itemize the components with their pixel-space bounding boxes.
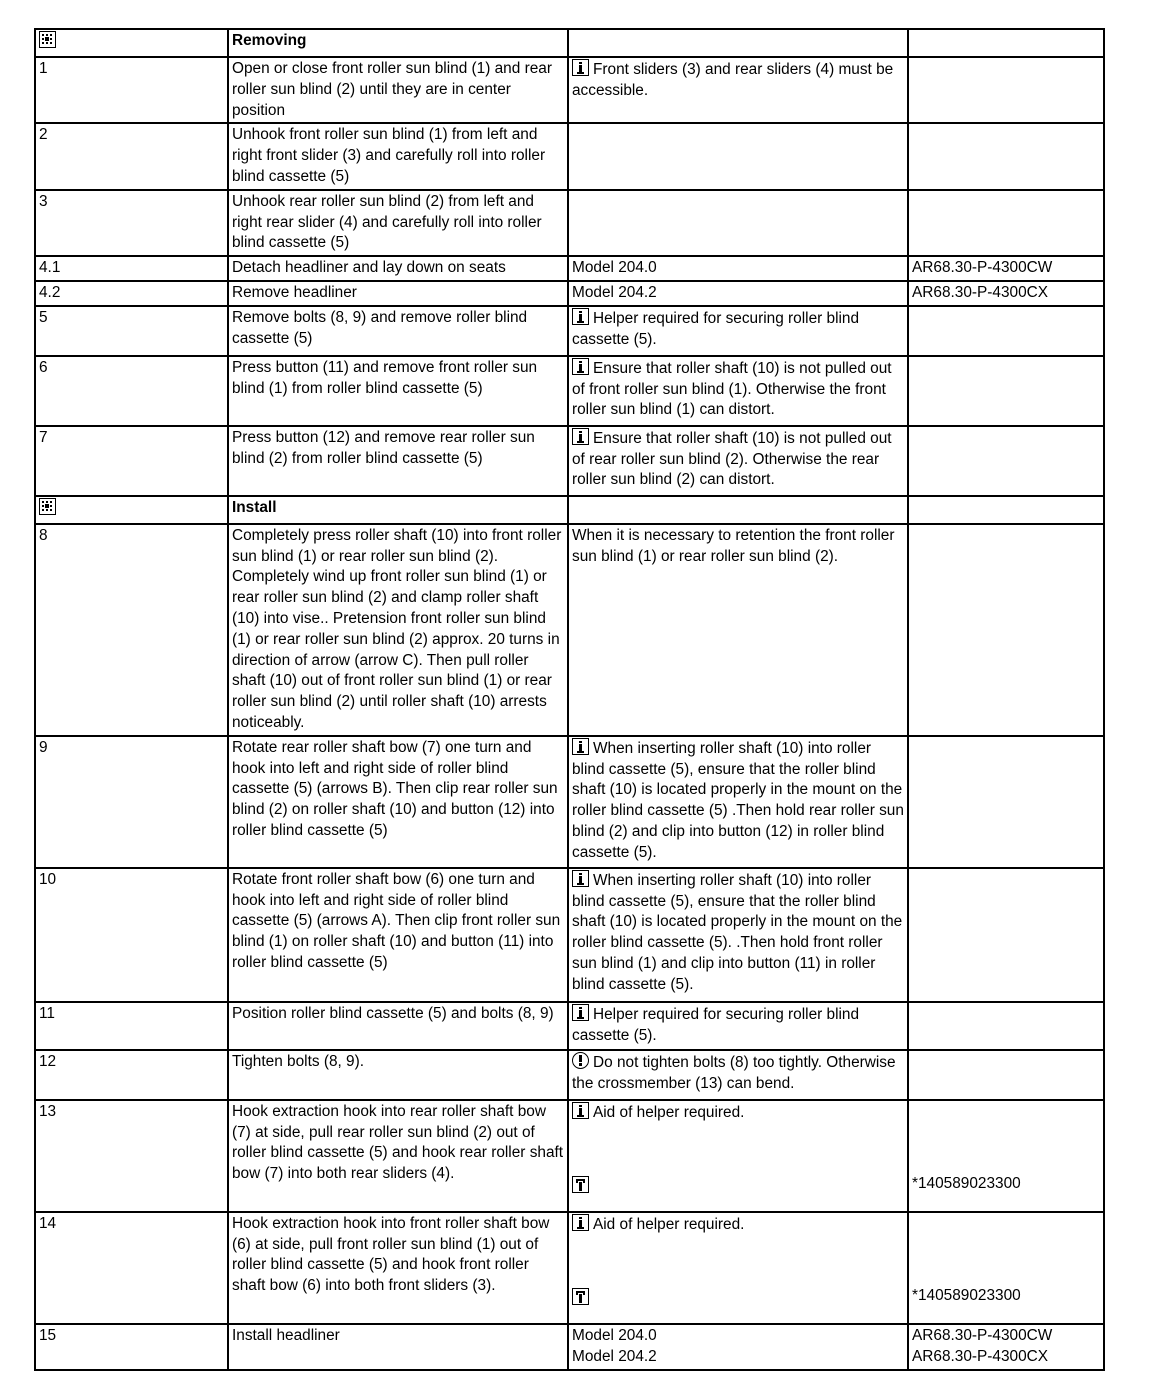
step-number: 3 xyxy=(35,190,228,256)
step-note: When it is necessary to retention the front roller sun blind (1) or rear roller sun blind (2). xyxy=(568,524,908,736)
step-note: Model 204.0 Model 204.2 xyxy=(568,1324,908,1370)
step-number: 1 xyxy=(35,57,228,123)
step-reference xyxy=(908,868,1104,1002)
step-reference xyxy=(908,306,1104,356)
table-row xyxy=(35,868,1104,1002)
info-icon xyxy=(572,428,589,445)
step-action: Unhook front roller sun blind (1) from left and right front slider (3) and carefully roll into roller blind cassette (5) xyxy=(228,123,568,189)
step-number: 9 xyxy=(35,736,228,868)
step-reference: AR68.30-P-4300CX xyxy=(908,281,1104,306)
step-note: Front sliders (3) and rear sliders (4) must be accessible. xyxy=(568,57,908,123)
step-action: Rotate rear roller shaft bow (7) one turn and hook into left and right side of roller blind cassette (5) (arrows B). Then clip rear roller sun blind (2) on roller shaft (10) and button (12) into roller blind cassette (5) xyxy=(228,736,568,868)
info-icon xyxy=(572,870,589,887)
step-number: 12 xyxy=(35,1050,228,1100)
step-action: Unhook rear roller sun blind (2) from left and right rear slider (4) and carefully roll into roller blind cassette (5) xyxy=(228,190,568,256)
section-header-install xyxy=(35,496,1104,524)
step-note: Aid of helper required. xyxy=(568,1212,908,1324)
step-note: Helper required for securing roller blind cassette (5). xyxy=(568,306,908,356)
step-reference xyxy=(908,190,1104,256)
step-action: Remove headliner xyxy=(228,281,568,306)
info-icon xyxy=(572,1214,589,1231)
step-reference xyxy=(908,123,1104,189)
section-title: Removing xyxy=(228,29,568,57)
special-tool-icon xyxy=(572,1288,589,1305)
table-row xyxy=(35,306,1104,356)
step-note: When inserting roller shaft (10) into roller blind cassette (5), ensure that the roller blind shaft (10) is located properly in the mount on the roller blind cassette (5) .Then hold rear roller sun blind (2) and clip into button (12) in roller blind cassette (5). xyxy=(568,736,908,868)
step-action: Tighten bolts (8, 9). xyxy=(228,1050,568,1100)
section-header-removing xyxy=(35,29,1104,57)
step-reference xyxy=(908,356,1104,426)
step-action: Hook extraction hook into front roller shaft bow (6) at side, pull front roller sun blind (1) out of roller blind cassette (5) and hook front roller shaft bow (6) into both front sliders (3). xyxy=(228,1212,568,1324)
step-reference xyxy=(908,1002,1104,1050)
step-reference: AR68.30-P-4300CW AR68.30-P-4300CX xyxy=(908,1324,1104,1370)
step-reference xyxy=(908,1050,1104,1100)
step-number: 6 xyxy=(35,356,228,426)
step-note xyxy=(568,190,908,256)
step-number: 4.1 xyxy=(35,256,228,281)
step-number: 8 xyxy=(35,524,228,736)
step-note: When inserting roller shaft (10) into roller blind cassette (5), ensure that the roller blind shaft (10) is located properly in the mount on the roller blind cassette (5). .Then hold front roller sun blind (1) and clip into button (11) in roller blind cassette (5). xyxy=(568,868,908,1002)
info-icon xyxy=(572,358,589,375)
step-number: 15 xyxy=(35,1324,228,1370)
step-number: 13 xyxy=(35,1100,228,1212)
table-row xyxy=(35,57,1104,123)
table-row xyxy=(35,256,1104,281)
step-action: Install headliner xyxy=(228,1324,568,1370)
step-action: Press button (12) and remove rear roller sun blind (2) from roller blind cassette (5) xyxy=(228,426,568,496)
step-number: 2 xyxy=(35,123,228,189)
section-icon-cell xyxy=(35,29,228,57)
table-row xyxy=(35,426,1104,496)
step-note: Aid of helper required. xyxy=(568,1100,908,1212)
info-icon xyxy=(572,738,589,755)
table-row xyxy=(35,356,1104,426)
step-action: Remove bolts (8, 9) and remove roller blind cassette (5) xyxy=(228,306,568,356)
section-title: Install xyxy=(228,496,568,524)
step-reference xyxy=(908,426,1104,496)
step-action: Rotate front roller shaft bow (6) one turn and hook into left and right side of roller blind cassette (5) (arrows A). Then clip front roller sun blind (1) on roller shaft (10) and button (11) into roller blind cassette (5) xyxy=(228,868,568,1002)
table-row xyxy=(35,1212,1104,1324)
table-row xyxy=(35,281,1104,306)
step-reference: AR68.30-P-4300CW xyxy=(908,256,1104,281)
tool-number: *140589023300 xyxy=(912,1286,1021,1304)
step-action: Press button (11) and remove front roller sun blind (1) from roller blind cassette (5) xyxy=(228,356,568,426)
info-icon xyxy=(572,308,589,325)
step-reference xyxy=(908,1212,1104,1324)
procedure-table xyxy=(34,28,1105,1371)
step-number: 4.2 xyxy=(35,281,228,306)
step-action: Hook extraction hook into rear roller shaft bow (7) at side, pull rear roller sun blind (2) out of roller blind cassette (5) and hook rear roller shaft bow (7) into both rear sliders (4). xyxy=(228,1100,568,1212)
table-row xyxy=(35,1324,1104,1370)
step-reference xyxy=(908,1100,1104,1212)
table-row xyxy=(35,736,1104,868)
section-icon-cell xyxy=(35,496,228,524)
step-note: Model 204.0 xyxy=(568,256,908,281)
step-number: 7 xyxy=(35,426,228,496)
table-row xyxy=(35,524,1104,736)
step-note xyxy=(568,123,908,189)
step-reference xyxy=(908,57,1104,123)
info-icon xyxy=(572,1004,589,1021)
step-action: Completely press roller shaft (10) into front roller sun blind (1) or rear roller sun blind (2). Completely wind up front roller sun blind (1) or rear roller sun blind (2) and clamp roller shaft (10) into vise.. Pretension front roller sun blind (1) or rear roller sun blind (2) approx. 20 turns in direction of arrow (arrow C). Then pull roller shaft (10) out of front roller sun blind (1) or rear roller sun blind (2) until roller shaft (10) arrests noticeably. xyxy=(228,524,568,736)
step-number: 5 xyxy=(35,306,228,356)
step-reference xyxy=(908,524,1104,736)
tool-number: *140589023300 xyxy=(912,1174,1021,1192)
step-number: 11 xyxy=(35,1002,228,1050)
table-row xyxy=(35,1002,1104,1050)
special-tool-icon xyxy=(572,1176,589,1193)
step-note: Ensure that roller shaft (10) is not pulled out of front roller sun blind (1). Otherwise the front roller sun blind (1) can distort. xyxy=(568,356,908,426)
info-icon xyxy=(572,59,589,76)
step-number: 14 xyxy=(35,1212,228,1324)
step-reference xyxy=(908,736,1104,868)
step-note: Do not tighten bolts (8) too tightly. Otherwise the crossmember (13) can bend. xyxy=(568,1050,908,1100)
table-row xyxy=(35,190,1104,256)
info-icon xyxy=(572,1102,589,1119)
step-note: Model 204.2 xyxy=(568,281,908,306)
step-note: Ensure that roller shaft (10) is not pulled out of rear roller sun blind (2). Otherwise the rear roller sun blind (2) can distort. xyxy=(568,426,908,496)
table-row xyxy=(35,1050,1104,1100)
caution-icon xyxy=(572,1052,589,1069)
table-row xyxy=(35,1100,1104,1212)
procedure-section-icon xyxy=(39,498,56,515)
procedure-section-icon xyxy=(39,31,56,48)
table-row xyxy=(35,123,1104,189)
step-number: 10 xyxy=(35,868,228,1002)
step-action: Position roller blind cassette (5) and bolts (8, 9) xyxy=(228,1002,568,1050)
step-action: Detach headliner and lay down on seats xyxy=(228,256,568,281)
step-action: Open or close front roller sun blind (1) and rear roller sun blind (2) until they are in center position xyxy=(228,57,568,123)
step-note: Helper required for securing roller blind cassette (5). xyxy=(568,1002,908,1050)
